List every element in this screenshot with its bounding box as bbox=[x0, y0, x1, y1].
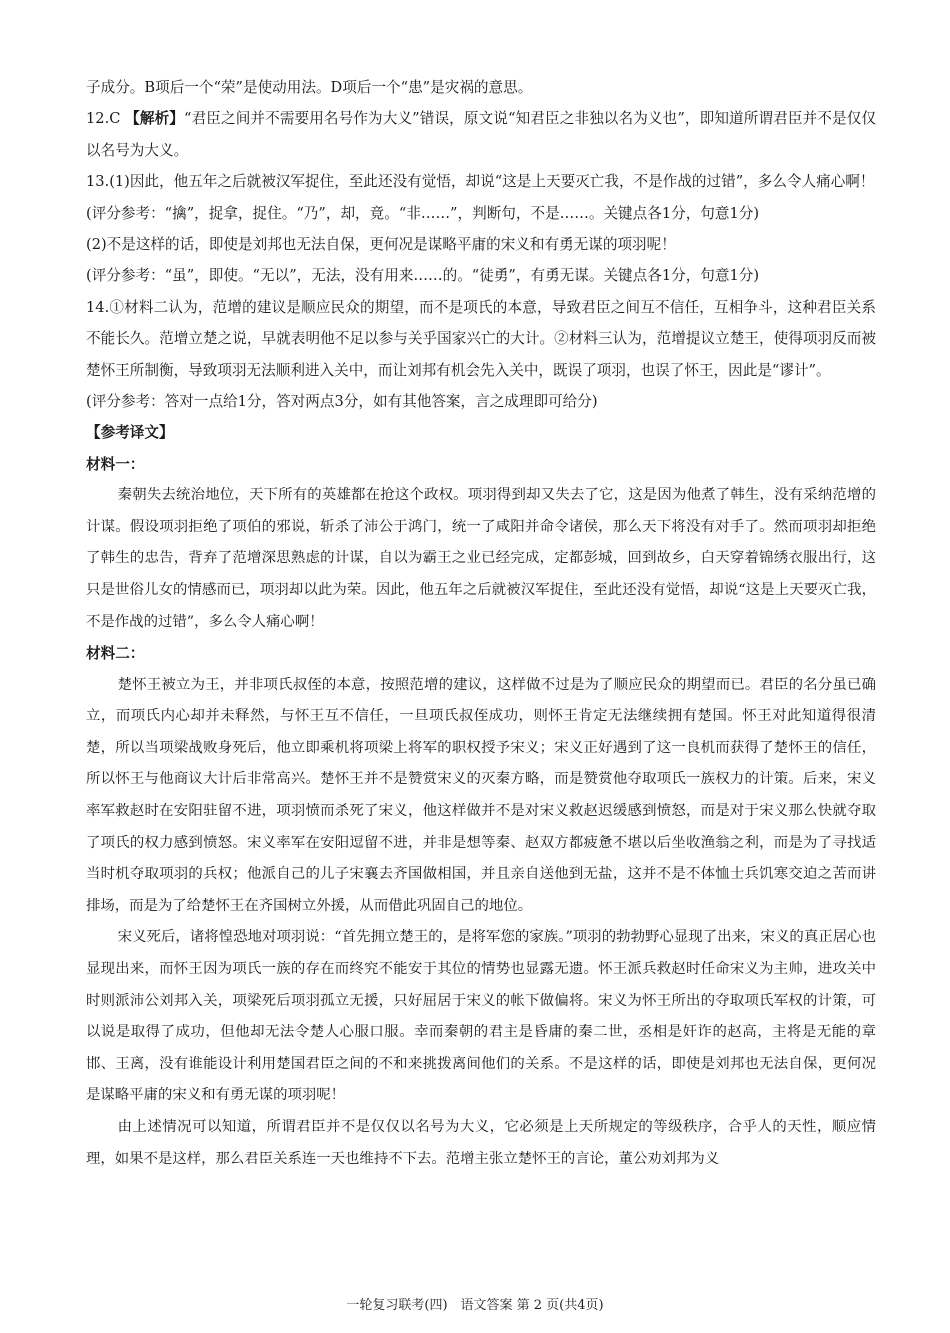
answer-13-part2: (2)不是这样的话，即使是刘邦也无法自保，更何况是谋略平庸的宋义和有勇无谋的项羽呢！ bbox=[86, 236, 676, 254]
answer-13-part1: 13.(1)因此，他五年之后就被汉军捉住，至此还没有觉悟，却说“这是上天要灭亡我，不是作战的过错”，多么令人痛心啊！ bbox=[86, 173, 875, 191]
answer-13-part1-scoring: (评分参考：“擒”，捉拿，捉住。“乃”，却，竟。“非……”，判断句，不是……。关键点各1分，句意1分) bbox=[86, 204, 760, 222]
material-1-paragraph: 秦朝失去统治地位，天下所有的英雄都在抢这个政权。项羽得到却又失去了它，这是因为他煮了韩生，没有采纳范增的计谋。假设项羽拒绝了项伯的邪说，斩杀了沛公于鸿门，统一了咸阳并命令诸侯，那么天下将没有对手了。然而项羽却拒绝了韩生的忠告，背弃了范增深思熟虑的计谋，自以为霸王之业已经完成，定都彭城，回到故乡，白天穿着锦绣衣服出行，这只是世俗儿女的情感而已，项羽却以此为荣。因此，他五年之后就被汉军捉住，至此还没有觉悟，却说“这是上天要灭亡我，不是作战的过错”，多么令人痛心啊！ bbox=[86, 487, 876, 630]
answer-page bbox=[86, 72, 876, 1175]
material-2-paragraph-2: 宋义死后，诸将惶恐地对项羽说：“首先拥立楚王的，是将军您的家族。”项羽的勃勃野心显现了出来，宋义的真正居心也显现出来，而怀王因为项氏一族的存在而终究不能安于其位的情势也显露无遗。怀王派兵救赵时任命宋义为主帅，进攻关中时则派沛公刘邦入关，项梁死后项羽孤立无援，只好屈居于宋义的帐下做偏将。宋义为怀王所出的夺取项氏军权的计策，可以说是取得了成功，但他却无法令楚人心服口服。幸而秦朝的君主是昏庸的秦二世，丞相是奸诈的赵高，主将是无能的章邯、王离，没有谁能设计利用楚国君臣之间的不和来挑拨离间他们的关系。不是这样的话，即使是刘邦也无法自保，更何况是谋略平庸的宋义和有勇无谋的项羽呢！ bbox=[86, 929, 876, 1104]
translation-heading: 【参考译文】 bbox=[86, 424, 174, 442]
answer-13-part2-scoring: (评分参考：“虽”，即使。“无以”，无法，没有用来……的。“徒勇”，有勇无谋。关键点各1分，句意1分) bbox=[86, 267, 760, 285]
material-2-heading: 材料二： bbox=[86, 645, 145, 663]
analysis-tag: 【解析】 bbox=[125, 110, 184, 128]
answer-12-text: “君臣之间并不需要用名号作为大义”错误，原文说“知君臣之非独以名为义也”，即知道所谓君臣并不是仅仅以名号为大义。 bbox=[86, 110, 876, 159]
answer-14: 14.①材料二认为，范增的建议是顺应民众的期望，而不是项氏的本意，导致君臣之间互不信任，互相争斗，这种君臣关系不能长久。范增立楚之说，早就表明他不足以参与关乎国家兴亡的大计。②材料三认为，范增提议立楚王，使得项羽反而被楚怀王所制衡，导致项羽无法顺利进入关中，而让刘邦有机会先入关中，既误了项羽，也误了怀王，因此是“谬计”。 bbox=[86, 298, 876, 379]
material-2-paragraph-3: 由上述情况可以知道，所谓君臣并不是仅仅以名号为大义，它必须是上天所规定的等级秩序，合乎人的天性，顺应情理，如果不是这样，那么君臣关系连一天也维持不下去。范增主张立楚怀王的言论，董公劝刘邦为义 bbox=[86, 1118, 876, 1167]
material-1-heading: 材料一： bbox=[86, 455, 145, 473]
answer-12 bbox=[86, 103, 876, 166]
answer-12-number: 12.C bbox=[86, 110, 121, 128]
answer-14-scoring: (评分参考：答对一点给1分，答对两点3分，如有其他答案，言之成理即可给分) bbox=[86, 393, 598, 411]
answer-line-11-end: 子成分。B项后一个“荣”是使动用法。D项后一个“患”是灾祸的意思。 bbox=[86, 79, 533, 96]
page-footer: 一轮复习联考(四) 语文答案 第 2 页(共4页) bbox=[346, 1298, 604, 1313]
material-2-paragraph-1: 楚怀王被立为王，并非项氏叔侄的本意，按照范增的建议，这样做不过是为了顺应民众的期望而已。君臣的名分虽已确立，而项氏内心却并未释然，与怀王互不信任，一旦项氏叔侄成功，则怀王肯定无法继续拥有楚国。怀王对此知道得很清楚，所以当项梁战败身死后，他立即乘机将项梁上将军的职权授予宋义；宋义正好遇到了这一良机而获得了楚怀王的信任，所以怀王与他商议大计后非常高兴。楚怀王并不是赞赏宋义的灭秦方略，而是赞赏他夺取项氏一族权力的计策。后来，宋义率军救赵时在安阳驻留不进，项羽愤而杀死了宋义，他这样做并不是对宋义救赵迟缓感到愤怒，而是对于宋义那么快就夺取了项氏的权力感到愤怒。宋义率军在安阳逗留不进，并非是想等秦、赵双方都疲惫不堪以后坐收渔翁之利，而是为了寻找适当时机夺取项羽的兵权；他派自己的儿子宋襄去齐国做相国，并且亲自送他到无盐，这并不是不体恤士兵饥寒交迫之苦而讲排场，而是为了给楚怀王在齐国树立外援，从而借此巩固自己的地位。 bbox=[86, 676, 876, 914]
